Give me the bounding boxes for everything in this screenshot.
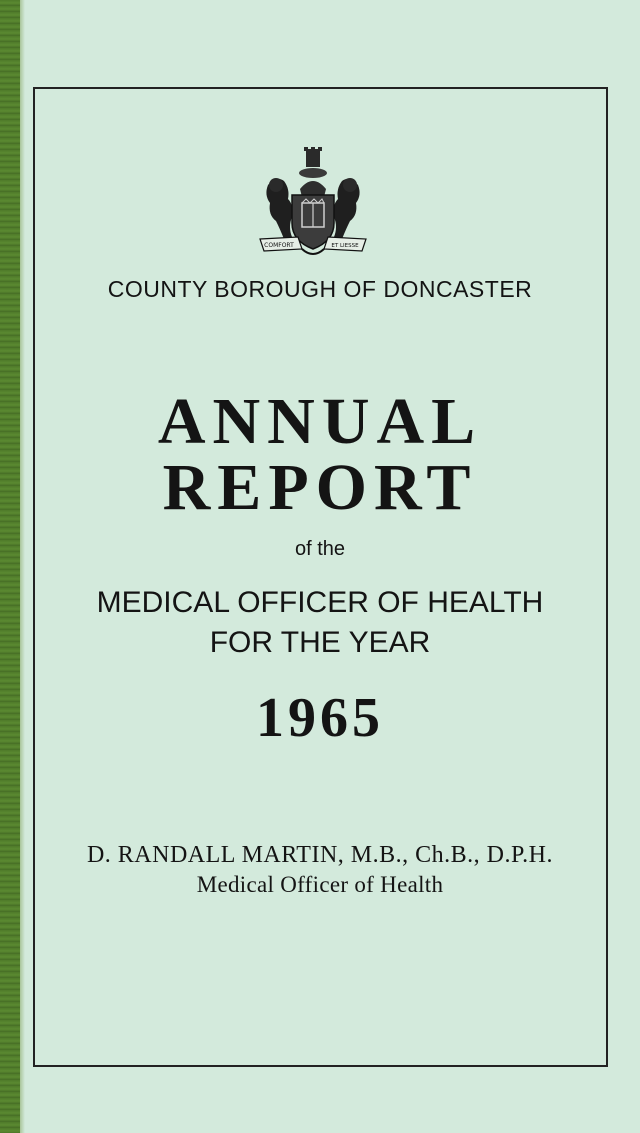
doncaster-coat-of-arms-icon bbox=[258, 145, 368, 263]
title-annual: ANNUAL bbox=[157, 385, 483, 458]
title-report: REPORT bbox=[162, 451, 478, 524]
book-spine bbox=[0, 0, 20, 1133]
author-role: Medical Officer of Health bbox=[196, 872, 444, 897]
author-name: D. RANDALL MARTIN, M.B., Ch.B., D.P.H. bbox=[86, 842, 554, 868]
of-the-text: of the bbox=[294, 538, 346, 560]
spine-shadow bbox=[20, 0, 25, 1133]
subtitle-line2: FOR THE YEAR bbox=[209, 626, 431, 659]
motto-left: COMFORT bbox=[264, 242, 294, 249]
motto-right: ET LIESSE bbox=[331, 243, 359, 249]
report-year: 1965 bbox=[256, 687, 384, 749]
subtitle-line1: MEDICAL OFFICER OF HEALTH bbox=[96, 586, 544, 619]
borough-name: COUNTY BOROUGH OF DONCASTER bbox=[107, 276, 533, 302]
